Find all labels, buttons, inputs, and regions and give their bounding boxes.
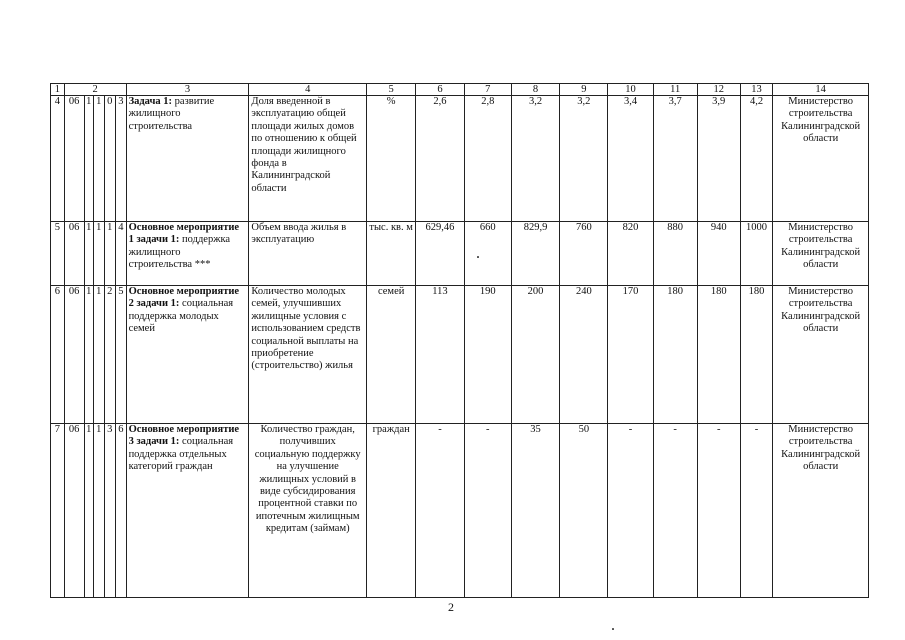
task-name [126,286,249,424]
indicator-name: Количество граждан, получивших социальную поддержку на улучшение жилищных условий в виде субсидирования процентной ставки по ипотечным жилищным кредитам (займам) [249,424,367,598]
value-col-7: 660 [464,222,511,286]
task-title-rest: социальная поддержка молодых семей [128,298,234,335]
table-row [51,96,869,222]
value-col-7: 190 [464,286,511,424]
code-part-3: 1 [94,222,105,286]
task-title-bold: Основное мероприятие 3 задачи 1: [128,424,240,448]
executor: Министерство строительства Калининградской области [773,96,869,222]
code-part-5: 5 [116,286,127,424]
header-col-11: 11 [653,84,697,96]
unit: тыс. кв. м [367,222,416,286]
value-col-12: 180 [697,286,740,424]
value-col-6: 113 [416,286,464,424]
value-col-12: 3,9 [697,96,740,222]
unit: граждан [367,424,416,598]
value-col-13: - [740,424,773,598]
value-col-6: 629,46 [416,222,464,286]
value-col-9: 760 [560,222,608,286]
task-title-bold: Основное мероприятие 2 задачи 1: [128,286,240,310]
task-title-rest: социальная поддержка отдельных категорий граждан [128,436,234,473]
column-number-row [51,84,869,96]
page-number: 2 [448,600,454,614]
code-program: 06 [64,222,84,286]
header-col-1: 1 [51,84,65,96]
table-row [51,286,869,424]
row-number: 4 [51,96,65,222]
code-part-2: 1 [84,424,93,598]
value-col-10: 820 [608,222,653,286]
header-col-8: 8 [511,84,559,96]
value-col-11: - [653,424,697,598]
code-program: 06 [64,424,84,598]
task-title-rest: развитие жилищного строительства [128,96,215,132]
value-col-9: 3,2 [560,96,608,222]
indicator-name: Доля введенной в эксплуатацию общей площади жилых домов по отношению к общей площади жилищного фонда в Калининградской области [249,96,367,222]
value-col-13: 180 [740,286,773,424]
code-part-5: 3 [116,96,127,222]
header-col-2: 2 [64,84,126,96]
indicators-table [50,83,869,598]
code-part-3: 1 [94,424,105,598]
task-title-rest: поддержка жилищного строительства *** [128,234,231,271]
header-col-12: 12 [697,84,740,96]
row-number: 6 [51,286,65,424]
code-part-4: 1 [104,222,116,286]
code-part-2: 1 [84,96,93,222]
value-col-6: 2,6 [416,96,464,222]
task-title-bold: Задача 1: [128,96,173,107]
value-col-9: 240 [560,286,608,424]
value-col-8: 3,2 [511,96,559,222]
code-part-5: 6 [116,424,127,598]
code-part-2: 1 [84,286,93,424]
task-name [126,222,249,286]
code-part-3: 1 [94,96,105,222]
scan-speck [612,628,614,630]
task-title-bold: Основное мероприятие 1 задачи 1: [128,222,240,246]
value-col-11: 880 [653,222,697,286]
table-row [51,424,869,598]
code-part-2: 1 [84,222,93,286]
code-part-4: 3 [104,424,116,598]
code-part-3: 1 [94,286,105,424]
value-col-7: - [464,424,511,598]
code-program: 06 [64,96,84,222]
header-col-13: 13 [740,84,773,96]
indicator-name: Количество молодых семей, улучшивших жилищные условия с использованием средств социальной выплаты на приобретение (строительство) жилья [249,286,367,424]
executor: Министерство строительства Калининградской области [773,222,869,286]
header-col-6: 6 [416,84,464,96]
value-col-12: 940 [697,222,740,286]
value-col-8: 829,9 [511,222,559,286]
unit: % [367,96,416,222]
scan-speck [477,256,479,258]
table-row [51,222,869,286]
code-program: 06 [64,286,84,424]
value-col-13: 1000 [740,222,773,286]
value-col-13: 4,2 [740,96,773,222]
header-col-14: 14 [773,84,869,96]
value-col-6: - [416,424,464,598]
value-col-8: 35 [511,424,559,598]
row-number: 7 [51,424,65,598]
code-part-4: 0 [104,96,116,222]
header-col-5: 5 [367,84,416,96]
header-col-7: 7 [464,84,511,96]
indicator-name: Объем ввода жилья в эксплуатацию [249,222,367,286]
value-col-9: 50 [560,424,608,598]
value-col-10: 3,4 [608,96,653,222]
header-col-10: 10 [608,84,653,96]
executor: Министерство строительства Калининградской области [773,424,869,598]
value-col-8: 200 [511,286,559,424]
value-col-10: - [608,424,653,598]
unit: семей [367,286,416,424]
value-col-7: 2,8 [464,96,511,222]
header-col-9: 9 [560,84,608,96]
task-name [126,96,249,222]
code-part-5: 4 [116,222,127,286]
header-col-3: 3 [126,84,249,96]
value-col-10: 170 [608,286,653,424]
value-col-11: 180 [653,286,697,424]
header-col-4: 4 [249,84,367,96]
task-name [126,424,249,598]
value-col-11: 3,7 [653,96,697,222]
executor: Министерство строительства Калининградской области [773,286,869,424]
value-col-12: - [697,424,740,598]
row-number: 5 [51,222,65,286]
code-part-4: 2 [104,286,116,424]
